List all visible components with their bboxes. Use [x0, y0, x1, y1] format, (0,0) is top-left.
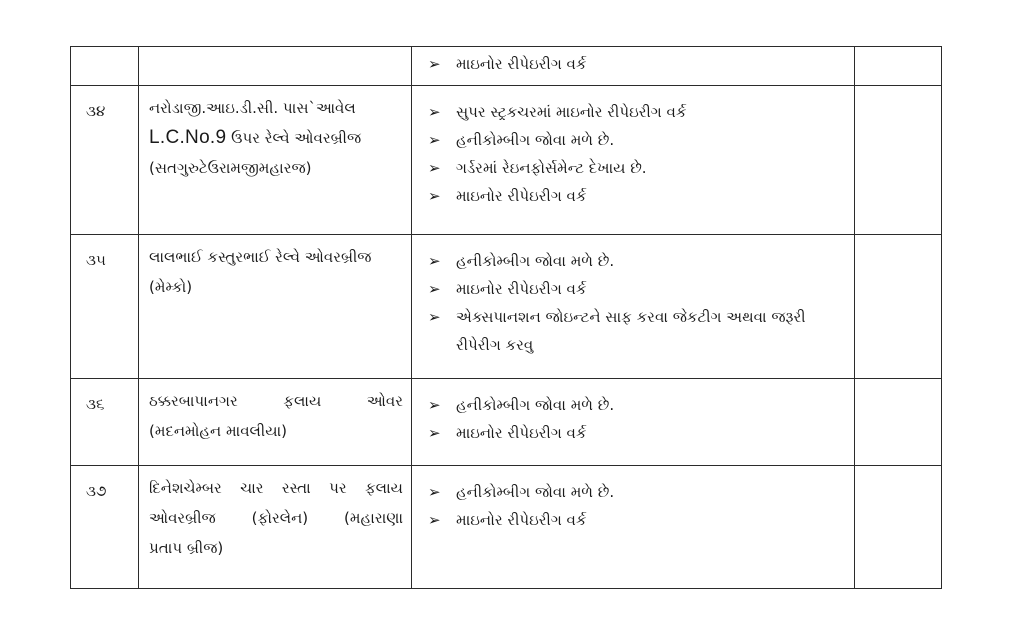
- list-item: ➢ માઇનોર રીપેઇરીગ વર્ક: [428, 182, 846, 210]
- list-item: ➢ એક્સપાનશન જોઇન્ટને સાફ કરવા જેકટીગ અથવા જરૂરી રીપેરીગ કરવુ: [428, 303, 846, 359]
- works-cell: [412, 466, 855, 589]
- list-item: ➢ હનીકોમ્બીગ જોવા મળે છે.: [428, 391, 846, 419]
- remarks-cell: [855, 47, 942, 86]
- bridge-repair-table: [70, 46, 942, 589]
- works-cell: [412, 86, 855, 235]
- arrow-bullet-icon: ➢: [428, 159, 441, 177]
- location-cell: [139, 47, 412, 86]
- table-row: [71, 379, 942, 466]
- arrow-bullet-icon: ➢: [428, 511, 441, 529]
- number-cell: ૩૬: [71, 379, 139, 466]
- remarks-cell: [855, 379, 942, 466]
- arrow-bullet-icon: ➢: [428, 308, 441, 326]
- remarks-cell: [855, 466, 942, 589]
- table-row: [71, 235, 942, 379]
- list-item: ➢ ગર્ડરમાં રેઇનફોર્સમેન્ટ દેખાય છે.: [428, 154, 846, 182]
- list-item: ➢ માઇનોર રીપેઇરીગ વર્ક: [428, 506, 846, 534]
- works-cell: [412, 379, 855, 466]
- remarks-cell: [855, 86, 942, 235]
- table-row: [71, 86, 942, 235]
- arrow-bullet-icon: ➢: [428, 280, 441, 298]
- location-cell: લાલભાઈ કસ્તુરભાઈ રેલ્વે ઓવરબ્રીજ (મેમ્કો): [139, 235, 412, 379]
- remarks-cell: [855, 235, 942, 379]
- location-cell: દિનેશચેમ્બર ચાર રસ્તા પર ફલાય ઓવરબ્રીજ (ફોરલેન) (મહારાણા પ્રતાપ બ્રીજ): [139, 466, 412, 589]
- table-row: [71, 466, 942, 589]
- list-item: ➢ હનીકોમ્બીગ જોવા મળે છે.: [428, 478, 846, 506]
- list-item: ➢ માઇનોર રીપેઇરીગ વર્ક: [428, 50, 846, 78]
- arrow-bullet-icon: ➢: [428, 252, 441, 270]
- arrow-bullet-icon: ➢: [428, 103, 441, 121]
- list-item: ➢ હનીકોમ્બીગ જોવા મળે છે.: [428, 247, 846, 275]
- works-cell: [412, 235, 855, 379]
- list-item: ➢ માઇનોર રીપેઇરીગ વર્ક: [428, 419, 846, 447]
- location-cell: ઠક્કરબાપાનગર ફલાય ઓવર (મદનમોહન માવલીયા): [139, 379, 412, 466]
- list-item: ➢ સુપર સ્ટ્રકચરમાં માઇનોર રીપેઇરીગ વર્ક: [428, 98, 846, 126]
- number-cell: [71, 47, 139, 86]
- arrow-bullet-icon: ➢: [428, 55, 441, 73]
- arrow-bullet-icon: ➢: [428, 187, 441, 205]
- number-cell: ૩૪: [71, 86, 139, 235]
- list-item: ➢ હનીકોમ્બીગ જોવા મળે છે.: [428, 126, 846, 154]
- list-item: ➢ માઇનોર રીપેઇરીગ વર્ક: [428, 275, 846, 303]
- location-cell: નરોડાજી.આઇ.ડી.સી. પાસ`આવેલ L.C.No.9 ઉપર રેલ્વે ઓવરબ્રીજ (સતગુરુટેઉરામજીમહારજ): [139, 86, 412, 235]
- arrow-bullet-icon: ➢: [428, 131, 441, 149]
- table-row: [71, 47, 942, 86]
- number-cell: ૩૫: [71, 235, 139, 379]
- works-cell: [412, 47, 855, 86]
- arrow-bullet-icon: ➢: [428, 483, 441, 501]
- arrow-bullet-icon: ➢: [428, 424, 441, 442]
- arrow-bullet-icon: ➢: [428, 396, 441, 414]
- number-cell: ૩૭: [71, 466, 139, 589]
